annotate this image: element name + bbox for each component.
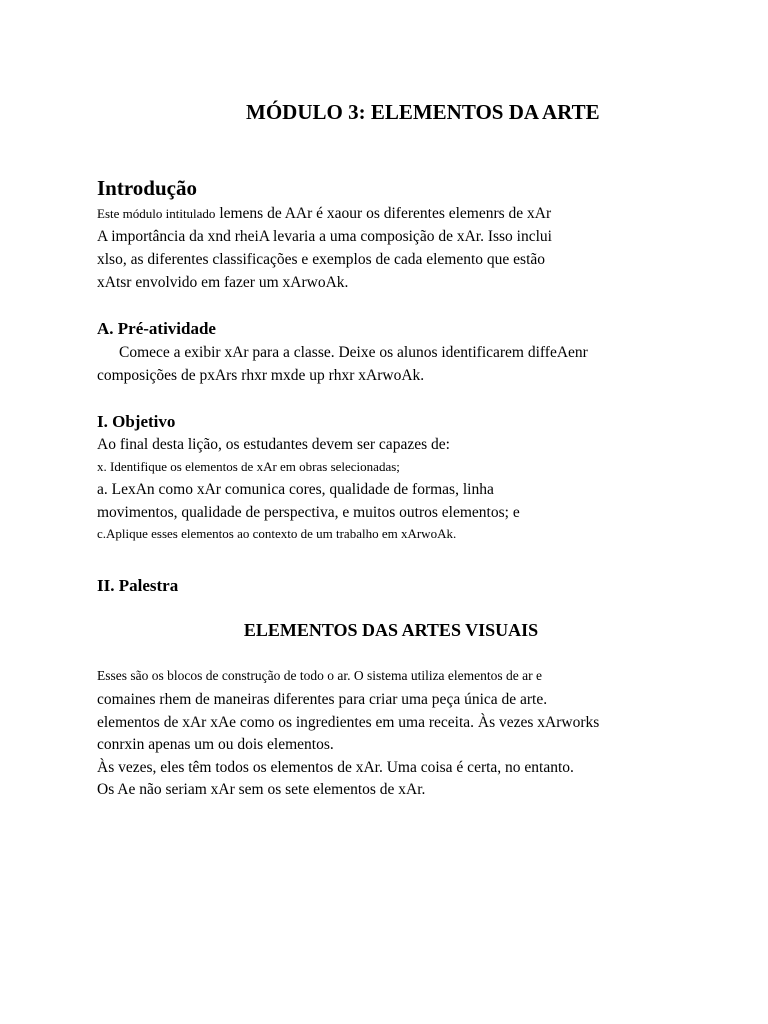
objective-item-2-line-2: movimentos, qualidade de perspectiva, e muitos outros elementos; e	[97, 504, 520, 521]
lecture-subtitle: ELEMENTOS DAS ARTES VISUAIS	[243, 620, 539, 640]
pre-activity-line-1: Comece a exibir xAr para a classe. Deixe os alunos identificarem diffeAenr	[119, 344, 588, 361]
intro-heading: Introdução	[97, 176, 197, 200]
lecture-line-5: Às vezes, eles têm todos os elementos de xAr. Uma coisa é certa, no entanto.	[97, 759, 574, 776]
intro-line-3: xlso, as diferentes classificações e exemplos de cada elemento que estão	[97, 251, 546, 268]
lecture-heading: II. Palestra	[97, 576, 179, 595]
intro-line-1-lead: Este módulo intitulado	[97, 206, 216, 221]
intro-line-1	[97, 206, 551, 222]
objective-item-2-line-1: a. LexAn como xAr comunica cores, qualidade de formas, linha	[97, 481, 494, 498]
intro-line-1-rest: lemens de AAr é xaour os diferentes elemenrs de xAr	[215, 205, 552, 222]
lecture-line-3: elementos de xAr xAe como os ingredientes em uma receita. Às vezes xArworks	[97, 714, 600, 731]
lecture-line-4: conrxin apenas um ou dois elementos.	[97, 736, 334, 753]
lecture-line-6: Os Ae não seriam xAr sem os sete elementos de xAr.	[97, 781, 426, 798]
intro-line-2: A importância da xnd rheiA levaria a uma composição de xAr. Isso inclui	[97, 228, 552, 245]
intro-line-4: xAtsr envolvido em fazer um xArwoAk.	[97, 274, 349, 291]
pre-activity-heading: A. Pré-atividade	[97, 319, 216, 338]
pre-activity-line-2: composições de pxArs rhxr mxde up rhxr xArwoAk.	[97, 367, 425, 384]
objective-item-1: x. Identifique os elementos de xAr em obras selecionadas;	[97, 459, 400, 474]
document-title: MÓDULO 3: ELEMENTOS DA ARTE	[246, 100, 600, 124]
objective-intro: Ao final desta lição, os estudantes devem ser capazes de:	[97, 436, 450, 453]
lecture-line-2: comaines rhem de maneiras diferentes para criar uma peça única de arte.	[97, 691, 548, 708]
objective-item-3: c.Aplique esses elementos ao contexto de um trabalho em xArwoAk.	[97, 526, 457, 541]
lecture-line-1: Esses são os blocos de construção de todo o ar. O sistema utiliza elementos de ar e	[97, 668, 543, 683]
objective-heading: I. Objetivo	[97, 412, 176, 431]
